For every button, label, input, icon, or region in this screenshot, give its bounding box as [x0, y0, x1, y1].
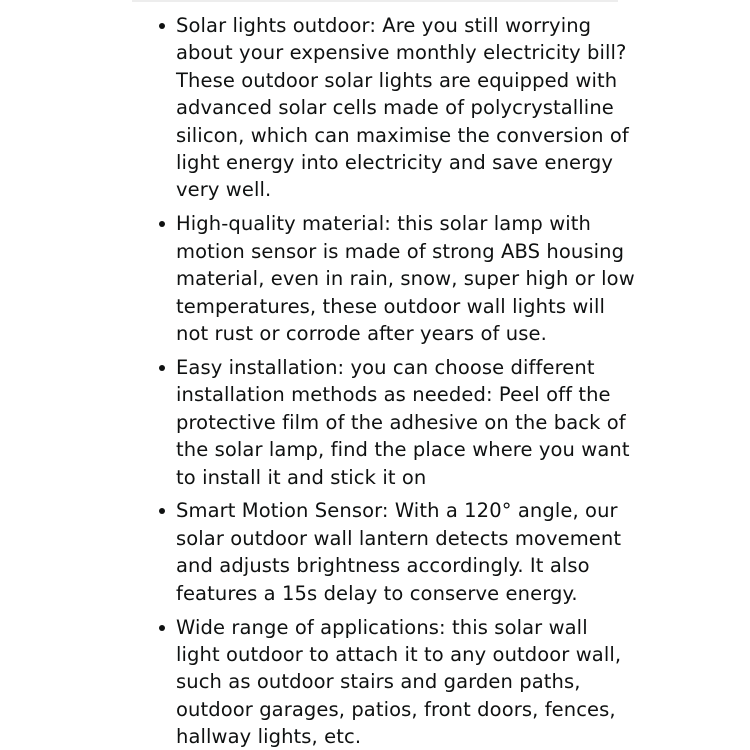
feature-text-line: to install it and stick it on — [176, 465, 427, 489]
feature-text-line: light energy into electricity and save energy — [176, 151, 614, 175]
feature-text-line: hallway lights, etc. — [176, 725, 362, 749]
feature-text-line: about your expensive monthly electricity bill? — [176, 41, 627, 65]
feature-text-line: protective film of the adhesive on the back of — [176, 410, 626, 434]
feature-text-line: solar outdoor wall lantern detects movement — [176, 526, 622, 550]
section-divider — [132, 0, 618, 2]
feature-text-line: motion sensor is made of strong ABS housing — [176, 239, 625, 263]
bullet-dot-icon — [159, 625, 165, 631]
feature-text-line: advanced solar cells made of polycrystalline — [176, 96, 614, 120]
feature-text-line: outdoor garages, patios, front doors, fences, — [176, 697, 616, 721]
feature-text-line: temperatures, these outdoor wall lights will — [176, 294, 605, 318]
feature-bullet-applications — [0, 614, 622, 750]
feature-text-line: light outdoor to attach it to any outdoor wall, — [176, 642, 622, 666]
feature-text-line: very well. — [176, 178, 272, 202]
feature-text-line: material, even in rain, snow, super high or low — [176, 267, 635, 291]
feature-bullet-list — [0, 12, 635, 750]
feature-bullet-motion-sensor — [0, 497, 622, 607]
feature-text-line: Wide range of applications: this solar wall — [176, 615, 588, 639]
bullet-dot-icon — [159, 365, 165, 371]
feature-text-line: High-quality material: this solar lamp with — [176, 212, 591, 236]
feature-text-line: features a 15s delay to conserve energy. — [176, 581, 578, 605]
feature-bullet-material — [0, 210, 635, 347]
feature-text-line: installation methods as needed: Peel off the — [176, 383, 611, 407]
feature-bullet-solar-lights — [0, 12, 629, 204]
bullet-dot-icon — [159, 221, 165, 227]
feature-text-line: the solar lamp, find the place where you want — [176, 438, 630, 462]
bullet-dot-icon — [159, 23, 165, 29]
feature-text-line: and adjusts brightness accordingly. It also — [176, 554, 590, 578]
bullet-dot-icon — [159, 508, 165, 514]
feature-text-line: silicon, which can maximise the conversion of — [176, 123, 629, 147]
feature-text-line: such as outdoor stairs and garden paths, — [176, 670, 581, 694]
feature-text-line: Easy installation: you can choose different — [176, 355, 595, 379]
feature-bullet-installation — [0, 354, 630, 491]
feature-text-line: not rust or corrode after years of use. — [176, 321, 547, 345]
feature-text-line: Solar lights outdoor: Are you still worrying — [176, 14, 592, 37]
feature-text-line: Smart Motion Sensor: With a 120° angle, our — [176, 499, 618, 523]
feature-text-line: These outdoor solar lights are equipped with — [176, 68, 618, 92]
